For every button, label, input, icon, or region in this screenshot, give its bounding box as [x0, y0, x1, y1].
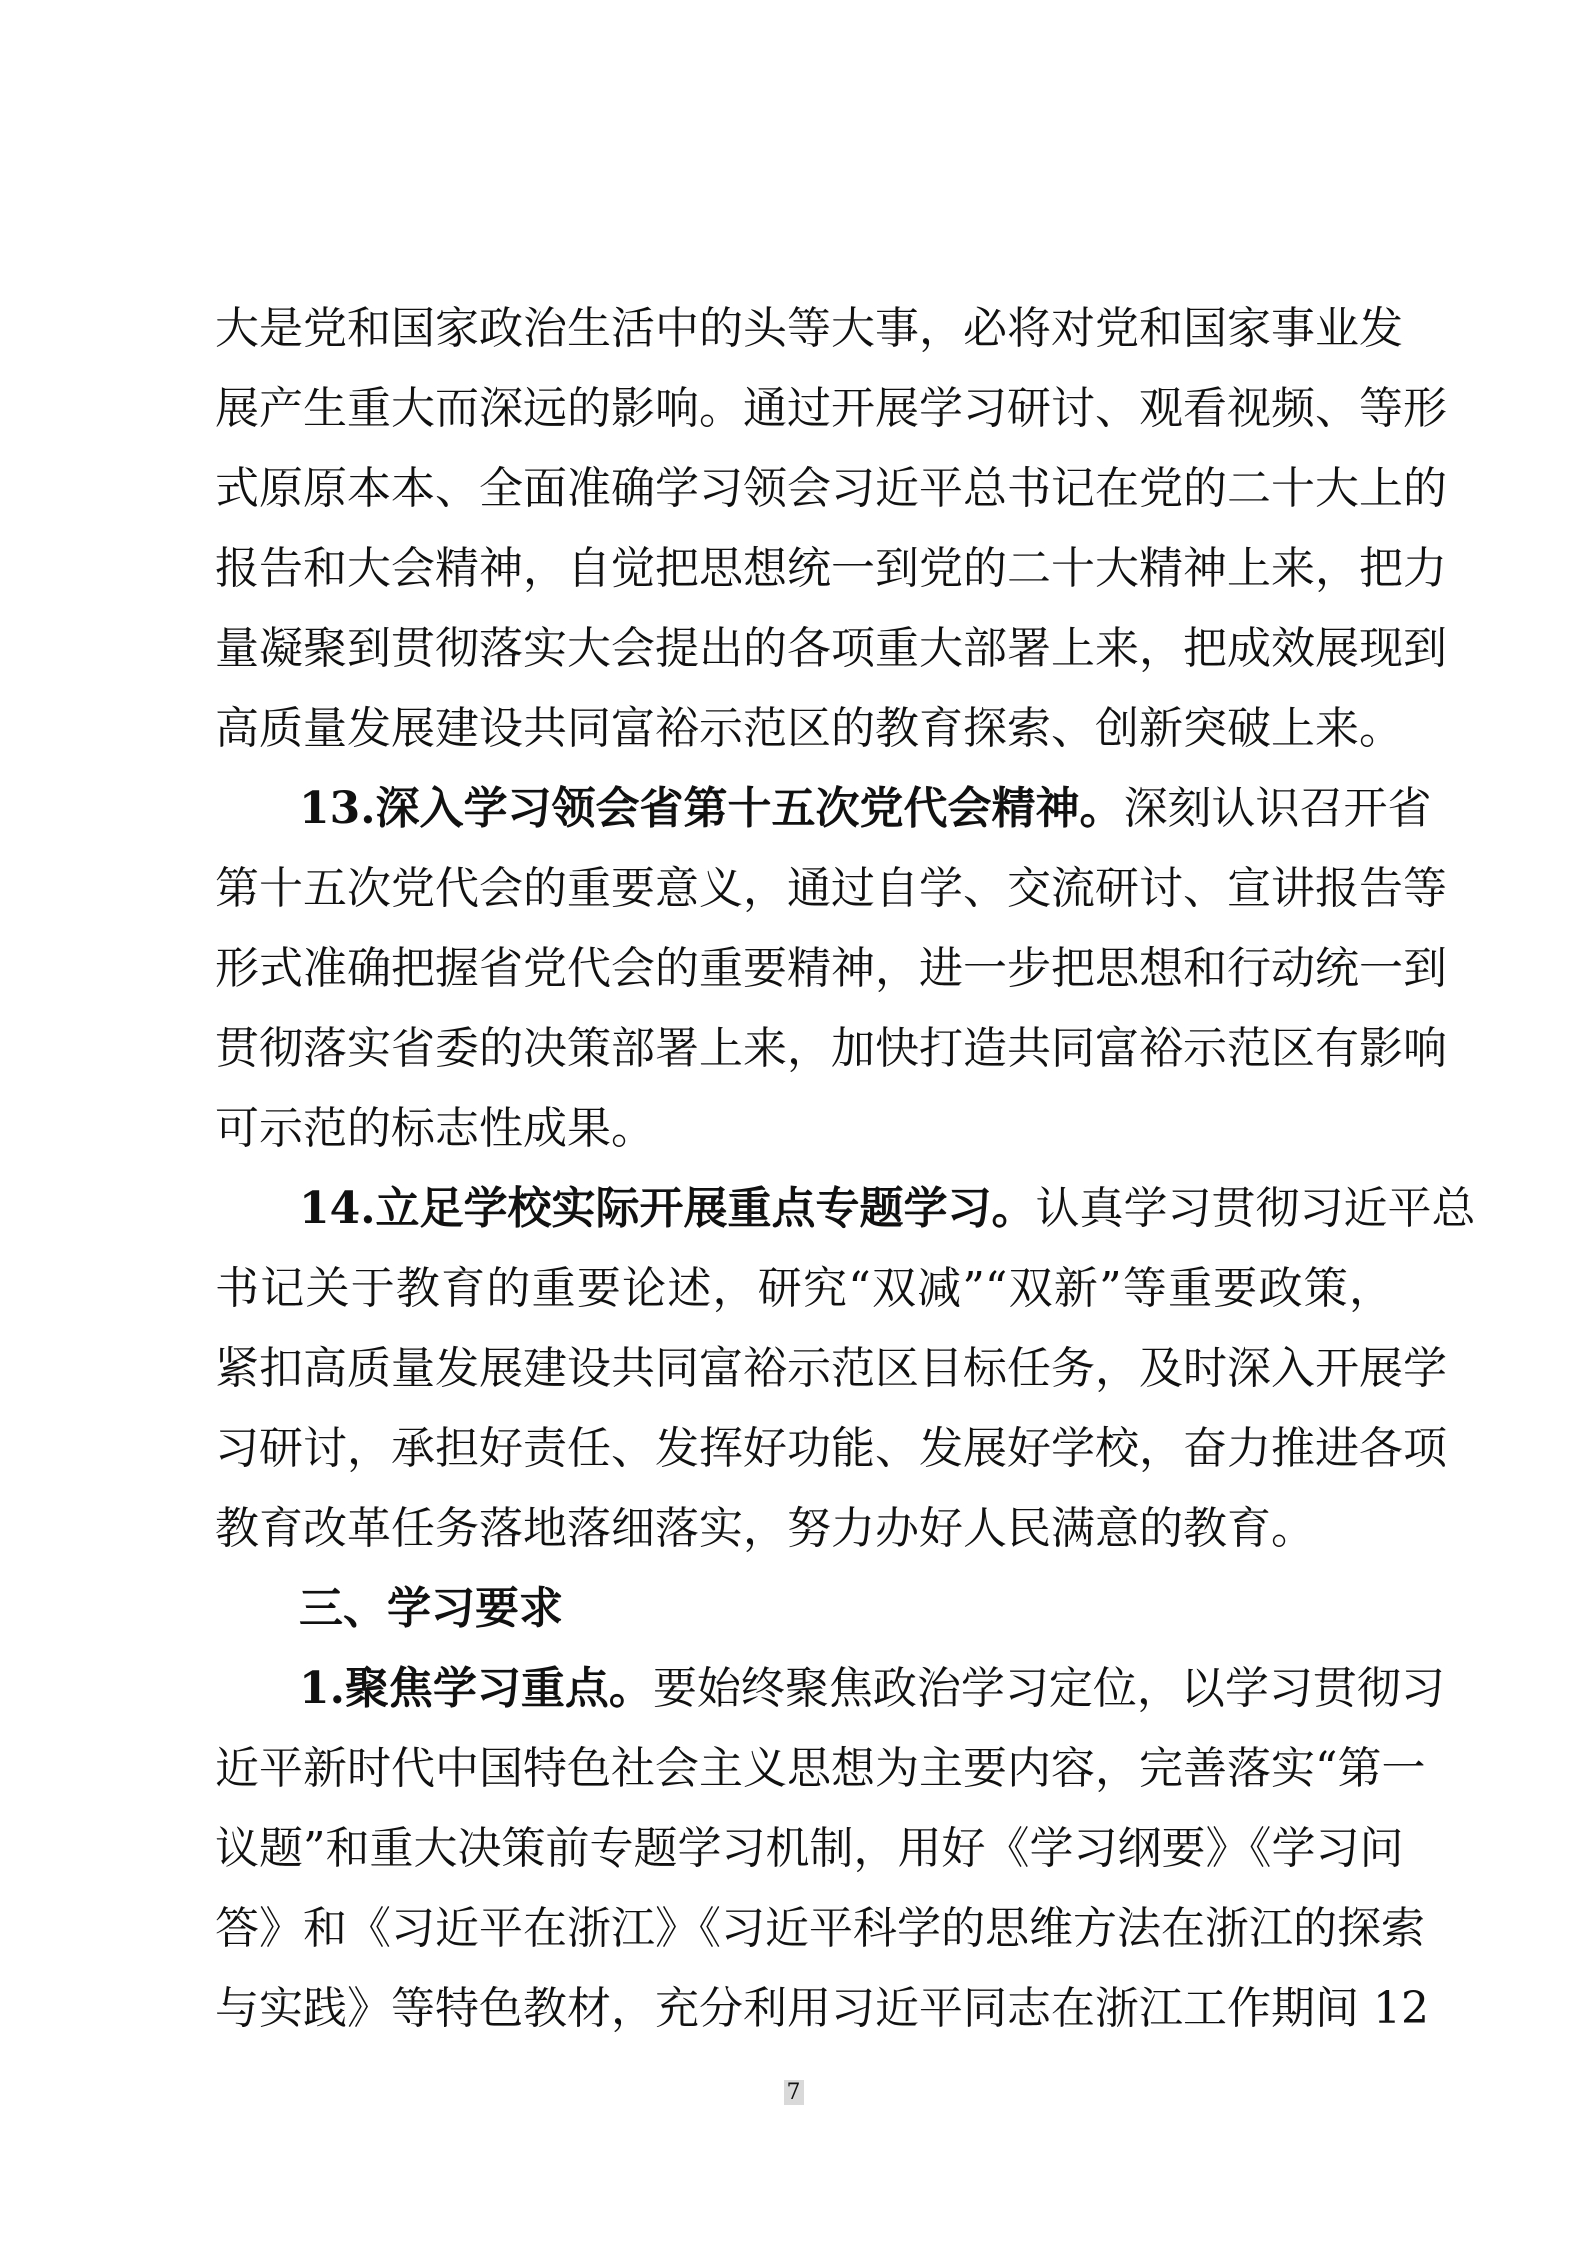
paragraph-line: 与实践》等特色教材，充分利用习近平同志在浙江工作期间 12: [215, 1983, 1429, 2034]
paragraph-line: 书记关于教育的重要论述，研究“双减”“双新”等重要政策，: [215, 1263, 1393, 1314]
paragraph-line: 报告和大会精神，自觉把思想统一到党的二十大精神上来，把力: [215, 543, 1447, 594]
paragraph-line: 高质量发展建设共同富裕示范区的教育探索、创新突破上来。: [215, 703, 1403, 754]
item-13-text: 深刻认识召开省: [1123, 783, 1432, 834]
paragraph-line: 习研讨，承担好责任、发挥好功能、发展好学校，奋力推进各项: [215, 1423, 1447, 1474]
paragraph-line: 紧扣高质量发展建设共同富裕示范区目标任务，及时深入开展学: [215, 1343, 1447, 1394]
paragraph-line: 量凝聚到贯彻落实大会提出的各项重大部署上来，把成效展现到: [215, 623, 1447, 674]
paragraph-line: 形式准确把握省党代会的重要精神，进一步把思想和行动统一到: [215, 943, 1447, 994]
paragraph-line: 答》和《习近平在浙江》《习近平科学的思维方法在浙江的探索: [215, 1903, 1425, 1954]
item-14-line: [215, 1169, 1476, 1249]
paragraph-line: 议题”和重大决策前专题学习机制，用好《学习纲要》《学习问: [215, 1823, 1404, 1874]
item-13-line: [215, 769, 1432, 849]
section-heading: 三、学习要求: [299, 1583, 563, 1634]
paragraph-line: 可示范的标志性成果。: [215, 1103, 655, 1154]
paragraph-line: 展产生重大而深远的影响。通过开展学习研讨、观看视频、等形: [215, 383, 1447, 434]
item-13-heading: 13.深入学习领会省第十五次党代会精神。: [299, 783, 1124, 834]
page-number: 7: [0, 2078, 1587, 2108]
item-14-text: 认真学习贯彻习近平总: [1035, 1183, 1476, 1234]
item-1-line: [215, 1649, 1445, 1729]
paragraph-line: 大是党和国家政治生活中的头等大事，必将对党和国家事业发: [215, 303, 1403, 354]
paragraph-line: 式原原本本、全面准确学习领会习近平总书记在党的二十大上的: [215, 463, 1447, 514]
paragraph-line: 第十五次党代会的重要意义，通过自学、交流研讨、宣讲报告等: [215, 863, 1447, 914]
paragraph-line: 教育改革任务落地落细落实，努力办好人民满意的教育。: [215, 1503, 1315, 1554]
item-1-text: 要始终聚焦政治学习定位，以学习贯彻习: [652, 1663, 1445, 1714]
item-1-heading: 1.聚焦学习重点。: [299, 1663, 653, 1714]
body-text: [215, 289, 1476, 2049]
item-14-heading: 14.立足学校实际开展重点专题学习。: [299, 1183, 1036, 1234]
paragraph-line: 贯彻落实省委的决策部署上来，加快打造共同富裕示范区有影响: [215, 1023, 1447, 1074]
paragraph-line: 近平新时代中国特色社会主义思想为主要内容，完善落实“第一: [215, 1743, 1426, 1794]
